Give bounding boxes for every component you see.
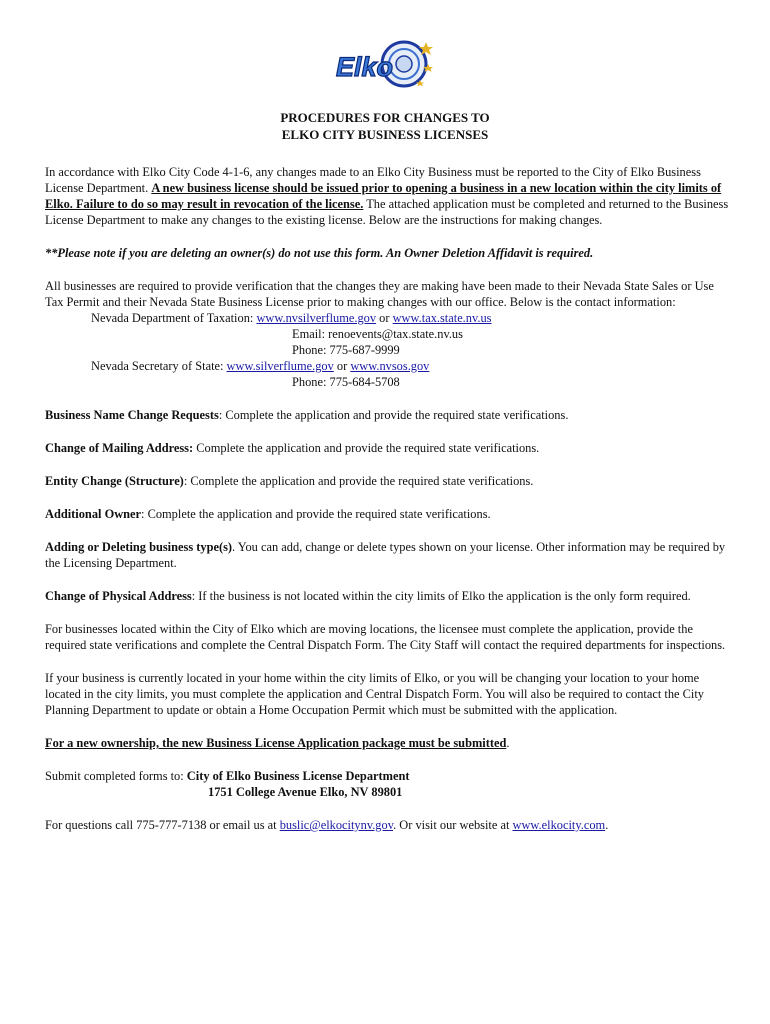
nvsilverflume-link[interactable]: www.nvsilverflume.gov	[256, 311, 377, 325]
taxation-email: Email: renoevents@tax.state.nv.us	[292, 327, 463, 341]
mailing-address-item: Change of Mailing Address: Complete the application and provide the required state verifications.	[45, 441, 540, 455]
submit-department: City of Elko Business License Department	[186, 769, 410, 783]
sos-phone: Phone: 775-684-5708	[292, 375, 400, 389]
document-title	[0, 109, 770, 143]
website-link[interactable]: www.elkocity.com	[512, 818, 606, 832]
submit-to: Submit completed forms to: City of Elko Business License Department	[45, 769, 410, 783]
tax-state-link[interactable]: www.tax.state.nv.us	[392, 311, 492, 325]
questions-paragraph: For questions call 775-777-7138 or email us at buslic@elkocitynv.gov. Or visit our website at www.elkocity.com.	[45, 818, 609, 832]
intro-text-1: In accordance with Elko City Code 4-1-6, any changes made to an Elko City Business must be reported to the City of Elko Business License Department.	[45, 165, 701, 195]
submit-address: 1751 College Avenue Elko, NV 89801	[208, 785, 403, 799]
email-link[interactable]: buslic@elkocitynv.gov	[279, 818, 394, 832]
title-line-1: PROCEDURES FOR CHANGES TO	[280, 110, 490, 125]
moving-paragraph: For businesses located within the City of Elko which are moving locations, the licensee must complete the application, provide the required state verifications and complete the Central Dispatch Form. The City Staff will contact the required departments for inspections.	[45, 622, 726, 652]
new-ownership-note: For a new ownership, the new Business License Application package must be submitted.	[45, 736, 510, 750]
elko-logo	[330, 36, 434, 92]
business-type-item: Adding or Deleting business type(s). You can add, change or delete types shown on your license. Other information may be required by the Licensing Department.	[45, 540, 726, 570]
document-body	[45, 164, 731, 833]
svg-text:Elko: Elko	[336, 52, 394, 82]
silverflume-link[interactable]: www.silverflume.gov	[226, 359, 334, 373]
physical-address-item: Change of Physical Address: If the business is not located within the city limits of Elko the application is the only form required.	[45, 589, 691, 603]
taxation-phone: Phone: 775-687-9999	[292, 343, 400, 357]
sos-contact: Nevada Secretary of State: www.silverflume.gov or www.nvsos.gov	[91, 359, 430, 373]
intro-warning: A new business license should be issued prior to opening a business in a new location within the city limits of Elko. Failure to do so may result in revocation of the license.	[45, 181, 722, 211]
intro-text-2: The attached application must be completed and returned to the Business License Department to make any changes to the existing license. Below are the instructions for making changes.	[45, 197, 729, 227]
taxation-contact: Nevada Department of Taxation: www.nvsilverflume.gov or www.tax.state.nv.us	[91, 311, 492, 325]
owner-deletion-note: **Please note if you are deleting an owner(s) do not use this form. An Owner Deletion Affidavit is required.	[45, 246, 594, 260]
name-change-item: Business Name Change Requests: Complete the application and provide the required state verifications.	[45, 408, 569, 422]
home-business-paragraph: If your business is currently located in your home within the city limits of Elko, or you will be changing your location to your home located in the city limits, you must complete the application and Central Dispatch Form. You will also be required to contact the City Planning Department to update or obtain a Home Occupation Permit which must be submitted with the application.	[45, 671, 704, 717]
nvsos-link[interactable]: www.nvsos.gov	[350, 359, 430, 373]
verification-paragraph: All businesses are required to provide verification that the changes they are making have been made to their Nevada State Sales or Use Tax Permit and their Nevada State Business License prior to making changes with our office. Below is the contact information:	[45, 279, 714, 309]
intro-paragraph	[45, 164, 731, 228]
entity-change-item: Entity Change (Structure): Complete the application and provide the required state verifications.	[45, 474, 534, 488]
title-line-2: ELKO CITY BUSINESS LICENSES	[281, 127, 489, 142]
additional-owner-item: Additional Owner: Complete the application and provide the required state verifications.	[45, 507, 491, 521]
